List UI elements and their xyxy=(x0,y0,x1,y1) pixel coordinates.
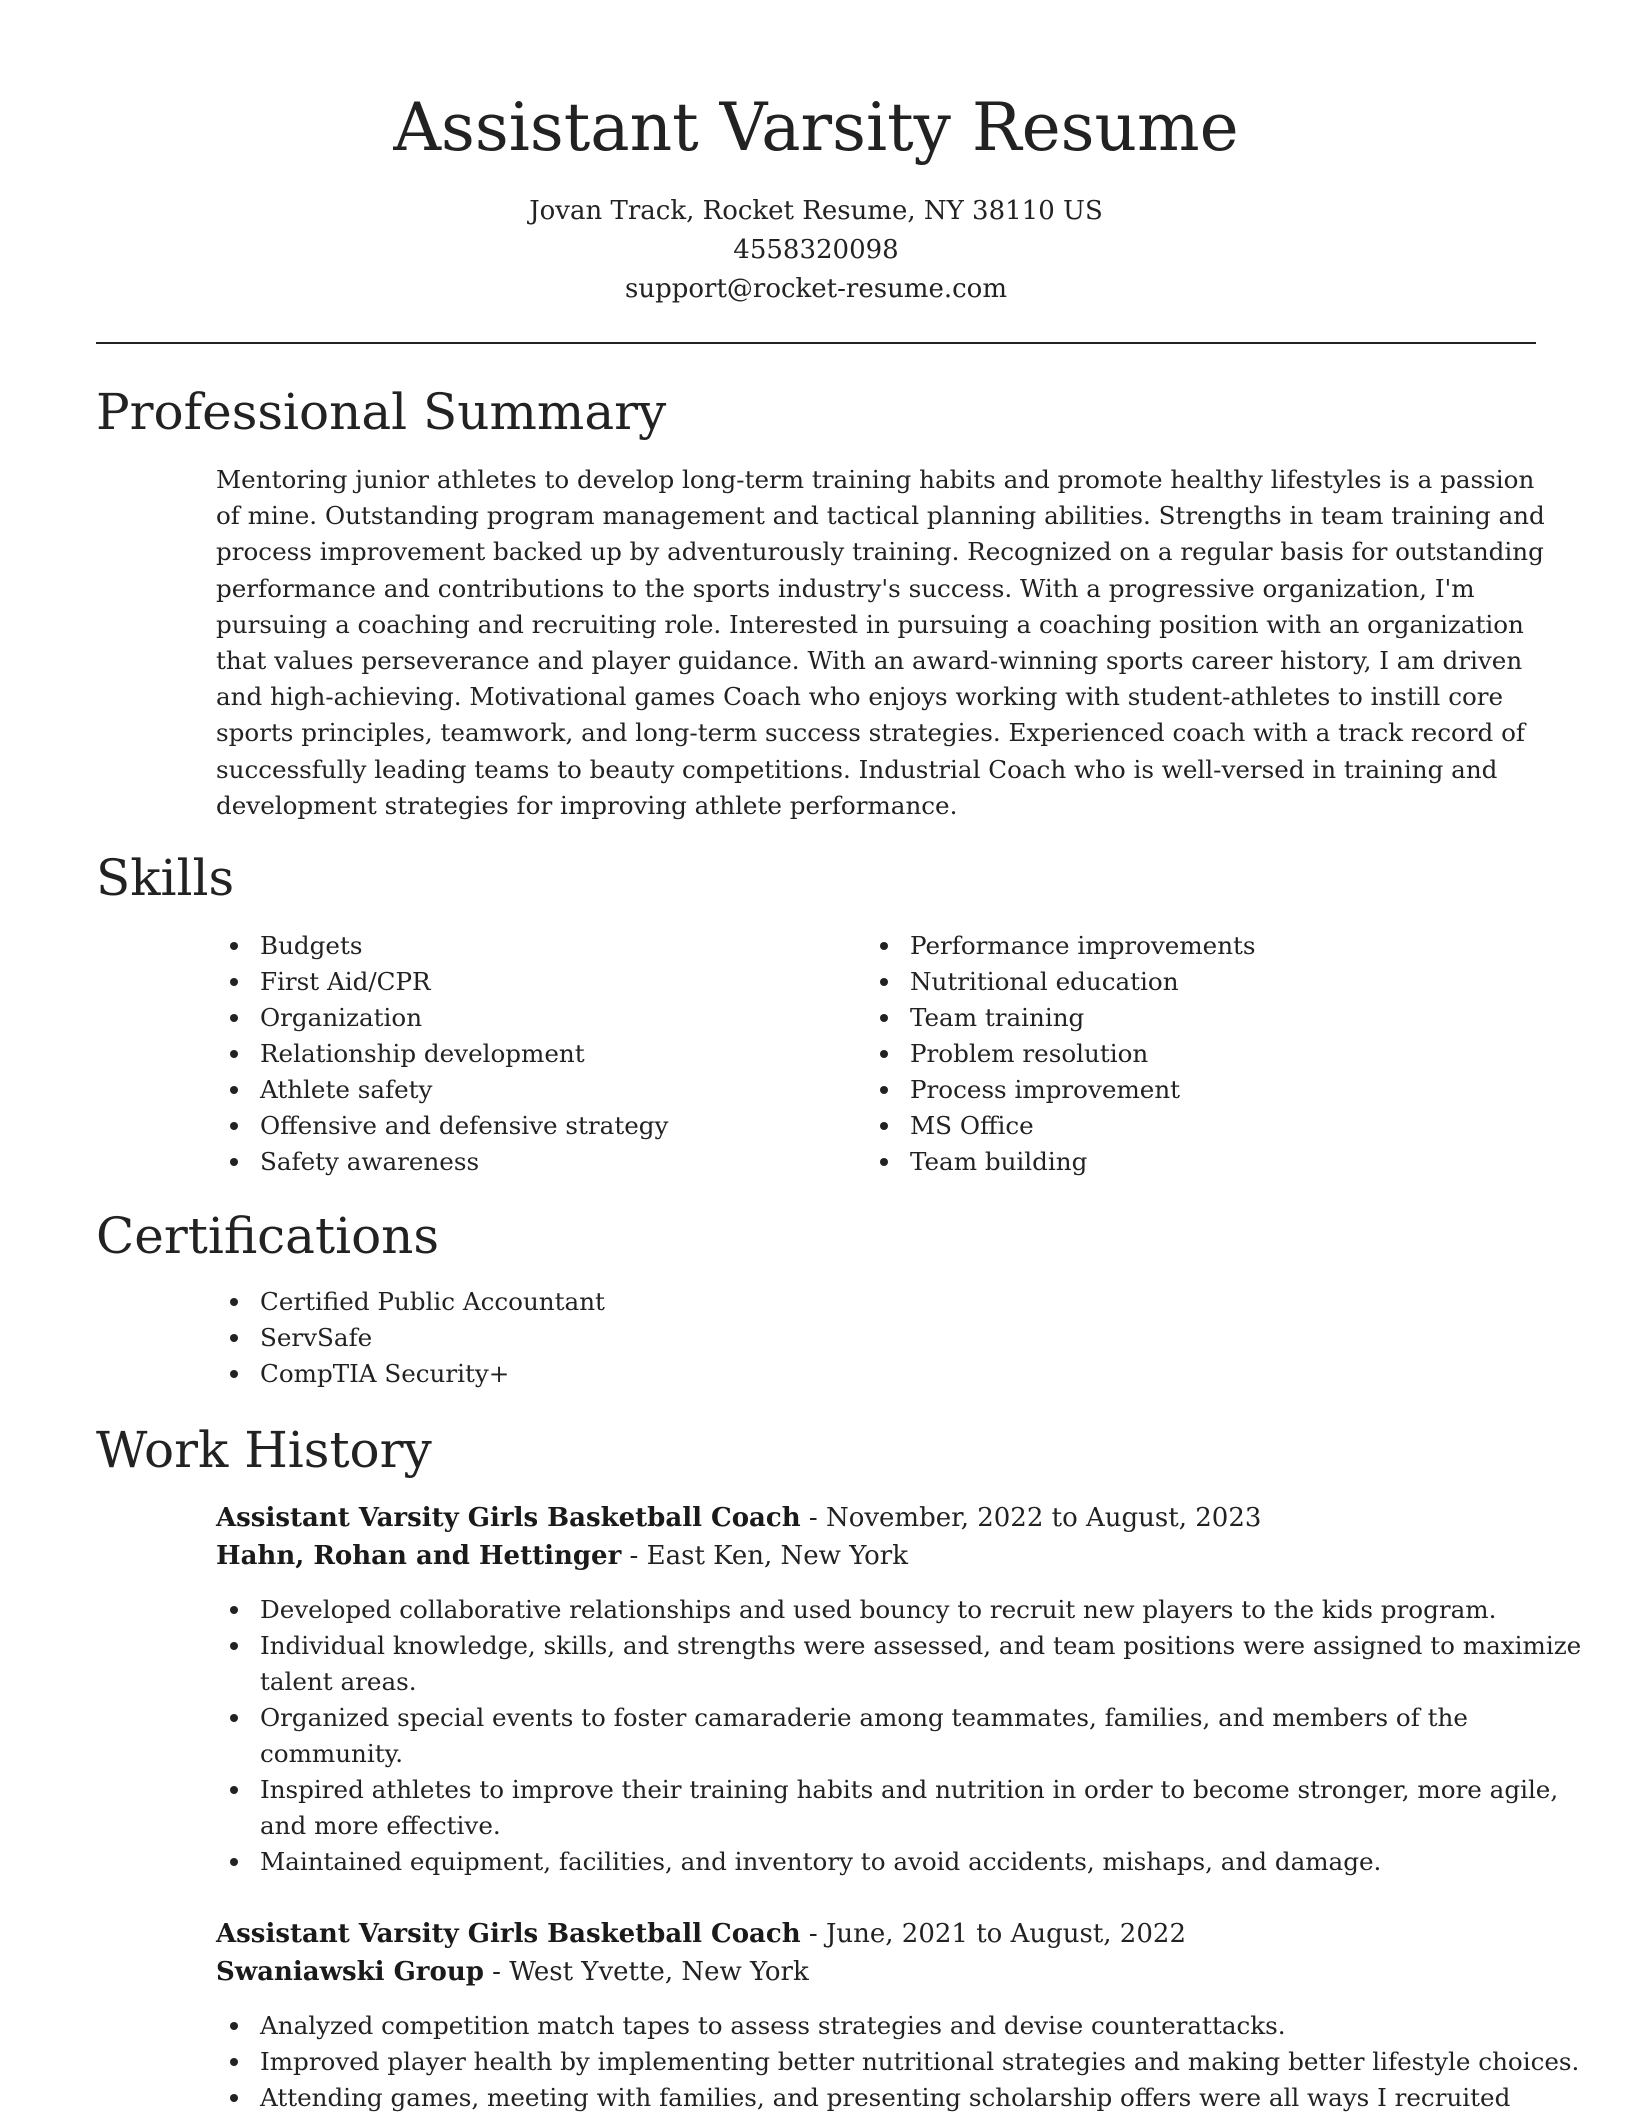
header-divider xyxy=(96,342,1536,344)
certification-item: CompTIA Security+ xyxy=(260,1356,1560,1392)
job-duty: Individual knowledge, skills, and strengths were assessed, and team positions were assigned to maximize talent areas. xyxy=(260,1628,1590,1700)
contact-email: support@rocket-resume.com xyxy=(624,274,1007,304)
certification-item: Certified Public Accountant xyxy=(260,1284,1560,1320)
skill-item: MS Office xyxy=(910,1108,1510,1144)
skill-item: Athlete safety xyxy=(260,1072,860,1108)
job-duties-list xyxy=(216,2008,1590,2116)
skill-item: First Aid/CPR xyxy=(260,964,860,1000)
skill-item: Organization xyxy=(260,1000,860,1036)
job-title-line xyxy=(216,1915,1186,1953)
job-separator: - xyxy=(621,1541,647,1571)
job-company-line xyxy=(216,1953,809,1991)
certification-item: ServSafe xyxy=(260,1320,1560,1356)
skill-item: Team training xyxy=(910,1000,1510,1036)
summary-text: Mentoring junior athletes to develop long-term training habits and promote healthy lifestyles is a passion of mine. Outstanding program management and tactical planning abilities. Strengths in team training and process improvement backed up by adventurously training. Recognized on a regular basis for outstanding performance and contributions to the sports industry's success. With a progressive organization, I'm pursuing a coaching and recruiting role. Interested in pursuing a coaching position with an organization that values perseverance and player guidance. With an award-winning sports career history, I am driven and high-achieving. Motivational games Coach who enjoys working with student-athletes to instill core sports principles, teamwork, and long-term success strategies. Experienced coach with a track record of successfully leading teams to beauty competitions. Industrial Coach who is well-versed in training and development strategies for improving athlete performance. xyxy=(216,465,1545,820)
job-duty: Maintained equipment, facilities, and inventory to avoid accidents, mishaps, and damage. xyxy=(260,1844,1590,1880)
job-duty: Analyzed competition match tapes to assess strategies and devise counterattacks. xyxy=(260,2008,1590,2044)
job-duty: Developed collaborative relationships and used bouncy to recruit new players to the kids program. xyxy=(260,1592,1590,1628)
skill-item: Process improvement xyxy=(910,1072,1510,1108)
resume-title: Assistant Varsity Resume xyxy=(393,89,1239,166)
job-duty: Attending games, meeting with families, and presenting scholarship offers were all ways I recruited xyxy=(260,2080,1590,2116)
contact-phone: 4558320098 xyxy=(733,235,899,265)
job-separator: - xyxy=(800,1919,826,1949)
job-duties-list xyxy=(216,1592,1590,1880)
certifications-list xyxy=(216,1284,1560,1392)
job-separator: - xyxy=(800,1503,826,1533)
skill-item: Safety awareness xyxy=(260,1144,860,1180)
summary-heading: Professional Summary xyxy=(96,383,667,441)
skill-item: Nutritional education xyxy=(910,964,1510,1000)
job-location: West Yvette, New York xyxy=(509,1957,809,1987)
skills-list-right xyxy=(866,928,1510,1180)
skill-item: Problem resolution xyxy=(910,1036,1510,1072)
skill-item: Budgets xyxy=(260,928,860,964)
skills-heading: Skills xyxy=(96,849,235,907)
job-title-line xyxy=(216,1499,1261,1537)
skill-item: Relationship development xyxy=(260,1036,860,1072)
contact-block xyxy=(0,192,1632,309)
contact-address: Jovan Track, Rocket Resume, NY 38110 US xyxy=(529,196,1103,226)
skill-item: Offensive and defensive strategy xyxy=(260,1108,860,1144)
job-dates: November, 2022 to August, 2023 xyxy=(825,1503,1262,1533)
certifications-heading: Certifications xyxy=(96,1207,440,1265)
job-company-line xyxy=(216,1537,908,1575)
job-company: Hahn, Rohan and Hettinger xyxy=(216,1541,622,1571)
job-title: Assistant Varsity Girls Basketball Coach xyxy=(216,1503,801,1533)
job-duty: Organized special events to foster camaraderie among teammates, families, and members of the community. xyxy=(260,1700,1590,1772)
skill-item: Performance improvements xyxy=(910,928,1510,964)
job-dates: June, 2021 to August, 2022 xyxy=(825,1919,1186,1949)
job-company: Swaniawski Group xyxy=(216,1957,484,1987)
job-duty: Improved player health by implementing better nutritional strategies and making better lifestyle choices. xyxy=(260,2044,1590,2080)
work-history-heading: Work History xyxy=(96,1421,432,1479)
job-separator: - xyxy=(483,1957,510,1987)
skills-list-left xyxy=(216,928,860,1180)
job-duty: Inspired athletes to improve their training habits and nutrition in order to become stronger, more agile, and more effective. xyxy=(260,1772,1590,1844)
job-title: Assistant Varsity Girls Basketball Coach xyxy=(216,1919,801,1949)
skill-item: Team building xyxy=(910,1144,1510,1180)
job-location: East Ken, New York xyxy=(646,1541,908,1571)
